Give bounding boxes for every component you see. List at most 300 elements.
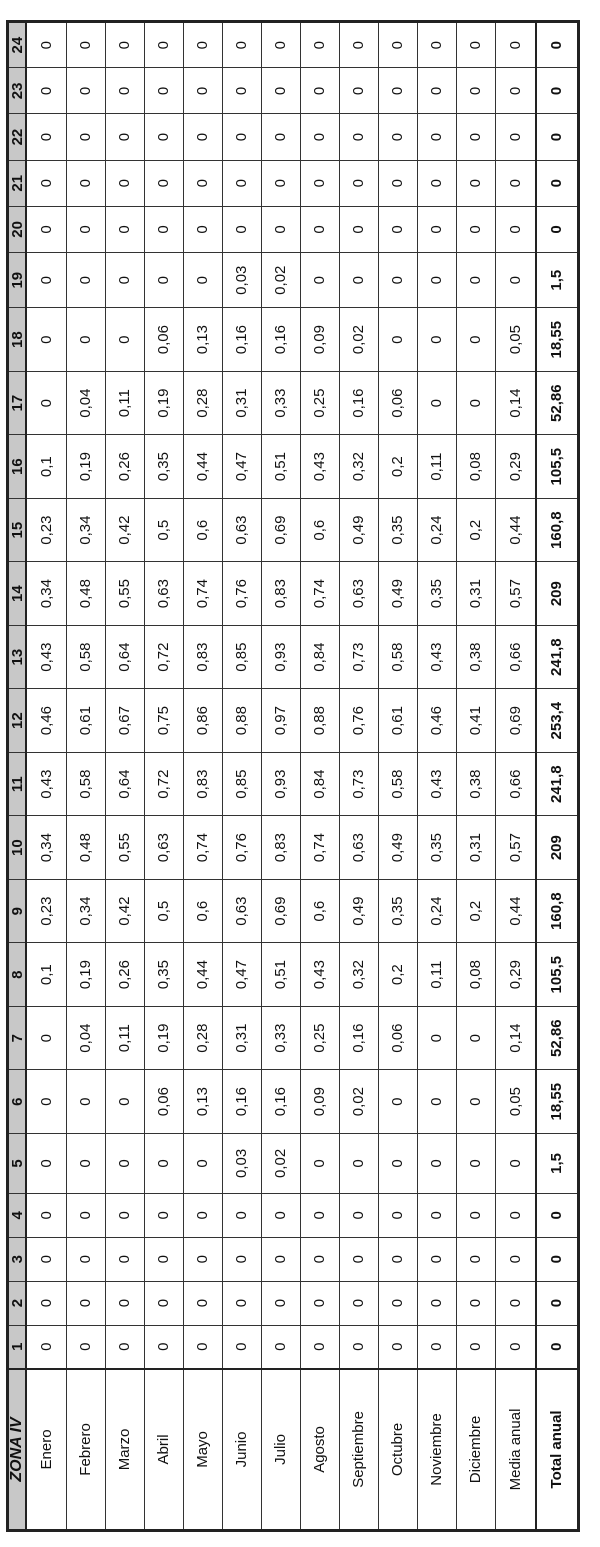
value-cell: 0,35 bbox=[417, 562, 456, 626]
value-cell: 0 bbox=[222, 1193, 261, 1237]
value-cell: 0 bbox=[105, 114, 144, 160]
value-cell: 0,74 bbox=[300, 562, 339, 626]
value-cell: 0 bbox=[417, 253, 456, 308]
value-cell: 0 bbox=[261, 1281, 300, 1325]
month-row bbox=[66, 22, 105, 1531]
value-cell: 0 bbox=[105, 160, 144, 206]
value-cell: 0,02 bbox=[339, 1070, 378, 1134]
value-cell: 0,06 bbox=[144, 308, 183, 372]
value-cell: 0,02 bbox=[261, 253, 300, 308]
hour-header: 5 bbox=[8, 1133, 27, 1193]
value-cell: 0 bbox=[300, 1281, 339, 1325]
row-label: Total anual bbox=[536, 1369, 579, 1531]
value-cell: 0,69 bbox=[261, 498, 300, 562]
month-row bbox=[144, 22, 183, 1531]
row-label: Diciembre bbox=[456, 1369, 495, 1531]
month-row bbox=[222, 22, 261, 1531]
value-cell: 0 bbox=[66, 206, 105, 252]
value-cell: 0 bbox=[66, 22, 105, 68]
value-cell: 0 bbox=[456, 206, 495, 252]
value-cell: 0,35 bbox=[144, 943, 183, 1007]
value-cell: 160,8 bbox=[536, 879, 579, 943]
value-cell: 0,97 bbox=[261, 689, 300, 753]
value-cell: 0 bbox=[183, 1281, 222, 1325]
value-cell: 0,05 bbox=[495, 1070, 535, 1134]
value-cell: 0,55 bbox=[105, 816, 144, 880]
value-cell: 0 bbox=[26, 1006, 66, 1070]
row-label: Septiembre bbox=[339, 1369, 378, 1531]
value-cell: 0,32 bbox=[339, 435, 378, 499]
value-cell: 0,43 bbox=[26, 625, 66, 689]
value-cell: 0 bbox=[66, 1325, 105, 1369]
value-cell: 0 bbox=[339, 160, 378, 206]
value-cell: 0 bbox=[26, 68, 66, 114]
value-cell: 0 bbox=[105, 1237, 144, 1281]
value-cell: 0,23 bbox=[26, 498, 66, 562]
month-row bbox=[300, 22, 339, 1531]
value-cell: 0 bbox=[261, 114, 300, 160]
hour-header: 16 bbox=[8, 435, 27, 499]
value-cell: 0 bbox=[456, 1237, 495, 1281]
row-label: Febrero bbox=[66, 1369, 105, 1531]
value-cell: 0 bbox=[144, 1133, 183, 1193]
value-cell: 0,06 bbox=[378, 371, 417, 435]
value-cell: 0 bbox=[300, 253, 339, 308]
value-cell: 0 bbox=[536, 1281, 579, 1325]
value-cell: 0 bbox=[495, 1193, 535, 1237]
value-cell: 0,49 bbox=[378, 562, 417, 626]
value-cell: 0 bbox=[300, 68, 339, 114]
hour-header: 1 bbox=[8, 1325, 27, 1369]
month-row bbox=[105, 22, 144, 1531]
value-cell: 0 bbox=[261, 68, 300, 114]
hour-header: 3 bbox=[8, 1237, 27, 1281]
value-cell: 0 bbox=[456, 1133, 495, 1193]
value-cell: 0,08 bbox=[456, 435, 495, 499]
value-cell: 0,34 bbox=[26, 562, 66, 626]
value-cell: 0,26 bbox=[105, 943, 144, 1007]
value-cell: 241,8 bbox=[536, 752, 579, 816]
value-cell: 0,28 bbox=[183, 371, 222, 435]
value-cell: 0,34 bbox=[26, 816, 66, 880]
value-cell: 0,73 bbox=[339, 625, 378, 689]
value-cell: 0,63 bbox=[144, 816, 183, 880]
value-cell: 0 bbox=[417, 1070, 456, 1134]
value-cell: 0,02 bbox=[339, 308, 378, 372]
value-cell: 0,35 bbox=[144, 435, 183, 499]
value-cell: 0 bbox=[26, 160, 66, 206]
value-cell: 0,31 bbox=[222, 371, 261, 435]
value-cell: 0 bbox=[26, 1325, 66, 1369]
value-cell: 0 bbox=[456, 114, 495, 160]
value-cell: 0 bbox=[536, 68, 579, 114]
value-cell: 0,41 bbox=[456, 689, 495, 753]
value-cell: 0,84 bbox=[300, 625, 339, 689]
value-cell: 0,88 bbox=[300, 689, 339, 753]
value-cell: 0,61 bbox=[378, 689, 417, 753]
value-cell: 0,47 bbox=[222, 435, 261, 499]
value-cell: 0,2 bbox=[456, 498, 495, 562]
value-cell: 0,1 bbox=[26, 435, 66, 499]
value-cell: 0 bbox=[105, 253, 144, 308]
value-cell: 0,75 bbox=[144, 689, 183, 753]
hour-header: 22 bbox=[8, 114, 27, 160]
value-cell: 18,55 bbox=[536, 308, 579, 372]
value-cell: 0,85 bbox=[222, 752, 261, 816]
value-cell: 160,8 bbox=[536, 498, 579, 562]
hour-header: 19 bbox=[8, 253, 27, 308]
value-cell: 0,44 bbox=[183, 435, 222, 499]
value-cell: 0,35 bbox=[378, 498, 417, 562]
value-cell: 0 bbox=[417, 1281, 456, 1325]
value-cell: 105,5 bbox=[536, 943, 579, 1007]
value-cell: 0,43 bbox=[26, 752, 66, 816]
value-cell: 0,49 bbox=[339, 498, 378, 562]
value-cell: 0,16 bbox=[339, 1006, 378, 1070]
value-cell: 0 bbox=[378, 1281, 417, 1325]
value-cell: 0,19 bbox=[66, 435, 105, 499]
value-cell: 0 bbox=[339, 1325, 378, 1369]
value-cell: 0,58 bbox=[378, 625, 417, 689]
value-cell: 0 bbox=[26, 308, 66, 372]
value-cell: 0,46 bbox=[26, 689, 66, 753]
value-cell: 0 bbox=[183, 253, 222, 308]
value-cell: 0,63 bbox=[222, 498, 261, 562]
value-cell: 0,23 bbox=[26, 879, 66, 943]
value-cell: 0 bbox=[378, 1070, 417, 1134]
value-cell: 0,38 bbox=[456, 752, 495, 816]
value-cell: 1,5 bbox=[536, 1133, 579, 1193]
value-cell: 0 bbox=[105, 68, 144, 114]
value-cell: 0,25 bbox=[300, 371, 339, 435]
value-cell: 0 bbox=[222, 1325, 261, 1369]
value-cell: 0,25 bbox=[300, 1006, 339, 1070]
value-cell: 0 bbox=[144, 68, 183, 114]
value-cell: 0,09 bbox=[300, 1070, 339, 1134]
value-cell: 0,44 bbox=[495, 879, 535, 943]
value-cell: 0 bbox=[26, 253, 66, 308]
value-cell: 0,6 bbox=[300, 879, 339, 943]
value-cell: 0 bbox=[183, 206, 222, 252]
value-cell: 0 bbox=[495, 206, 535, 252]
value-cell: 0,16 bbox=[261, 308, 300, 372]
value-cell: 0 bbox=[417, 1006, 456, 1070]
value-cell: 0 bbox=[495, 1281, 535, 1325]
value-cell: 0 bbox=[417, 1325, 456, 1369]
value-cell: 0 bbox=[536, 1237, 579, 1281]
value-cell: 0 bbox=[26, 206, 66, 252]
hour-header: 11 bbox=[8, 752, 27, 816]
value-cell: 0,11 bbox=[417, 435, 456, 499]
value-cell: 0,43 bbox=[417, 752, 456, 816]
value-cell: 0,42 bbox=[105, 879, 144, 943]
value-cell: 0 bbox=[417, 114, 456, 160]
value-cell: 0 bbox=[495, 253, 535, 308]
value-cell: 0 bbox=[144, 160, 183, 206]
value-cell: 0 bbox=[495, 22, 535, 68]
value-cell: 0,16 bbox=[339, 371, 378, 435]
value-cell: 52,86 bbox=[536, 371, 579, 435]
value-cell: 0,31 bbox=[456, 562, 495, 626]
hour-header: 20 bbox=[8, 206, 27, 252]
value-cell: 105,5 bbox=[536, 435, 579, 499]
value-cell: 253,4 bbox=[536, 689, 579, 753]
value-cell: 0,63 bbox=[339, 816, 378, 880]
value-cell: 0 bbox=[456, 308, 495, 372]
value-cell: 0,66 bbox=[495, 752, 535, 816]
value-cell: 0 bbox=[183, 114, 222, 160]
value-cell: 0 bbox=[105, 308, 144, 372]
value-cell: 0,13 bbox=[183, 1070, 222, 1134]
value-cell: 0 bbox=[456, 160, 495, 206]
value-cell: 0 bbox=[183, 1133, 222, 1193]
value-cell: 0 bbox=[144, 22, 183, 68]
value-cell: 0,67 bbox=[105, 689, 144, 753]
value-cell: 0 bbox=[456, 1281, 495, 1325]
value-cell: 0 bbox=[300, 206, 339, 252]
value-cell: 0 bbox=[456, 1193, 495, 1237]
value-cell: 0 bbox=[536, 1325, 579, 1369]
value-cell: 0,84 bbox=[300, 752, 339, 816]
hour-header: 14 bbox=[8, 562, 27, 626]
value-cell: 0,85 bbox=[222, 625, 261, 689]
value-cell: 0,33 bbox=[261, 371, 300, 435]
value-cell: 0,72 bbox=[144, 752, 183, 816]
value-cell: 0,09 bbox=[300, 308, 339, 372]
value-cell: 0 bbox=[105, 206, 144, 252]
hour-header: 4 bbox=[8, 1193, 27, 1237]
value-cell: 0,48 bbox=[66, 816, 105, 880]
value-cell: 0,83 bbox=[261, 816, 300, 880]
value-cell: 0 bbox=[222, 1237, 261, 1281]
value-cell: 0,6 bbox=[183, 498, 222, 562]
value-cell: 0,6 bbox=[300, 498, 339, 562]
value-cell: 0 bbox=[26, 1237, 66, 1281]
value-cell: 0,74 bbox=[183, 562, 222, 626]
value-cell: 52,86 bbox=[536, 1006, 579, 1070]
value-cell: 0 bbox=[261, 160, 300, 206]
value-cell: 0,03 bbox=[222, 1133, 261, 1193]
value-cell: 0 bbox=[105, 1133, 144, 1193]
value-cell: 0 bbox=[222, 1281, 261, 1325]
value-cell: 0 bbox=[183, 1325, 222, 1369]
value-cell: 0,49 bbox=[378, 816, 417, 880]
value-cell: 0,76 bbox=[222, 816, 261, 880]
value-cell: 0,14 bbox=[495, 1006, 535, 1070]
value-cell: 0 bbox=[144, 1325, 183, 1369]
month-row bbox=[456, 22, 495, 1531]
row-label: Junio bbox=[222, 1369, 261, 1531]
value-cell: 0,28 bbox=[183, 1006, 222, 1070]
value-cell: 0,76 bbox=[222, 562, 261, 626]
value-cell: 0 bbox=[417, 22, 456, 68]
value-cell: 0,29 bbox=[495, 943, 535, 1007]
value-cell: 0 bbox=[26, 22, 66, 68]
value-cell: 241,8 bbox=[536, 625, 579, 689]
value-cell: 0 bbox=[536, 22, 579, 68]
row-label: Media anual bbox=[495, 1369, 535, 1531]
value-cell: 0 bbox=[66, 1133, 105, 1193]
month-row bbox=[339, 22, 378, 1531]
value-cell: 0 bbox=[339, 253, 378, 308]
value-cell: 0,58 bbox=[66, 752, 105, 816]
value-cell: 0,43 bbox=[300, 435, 339, 499]
row-label: Marzo bbox=[105, 1369, 144, 1531]
value-cell: 0,19 bbox=[144, 371, 183, 435]
value-cell: 0 bbox=[339, 114, 378, 160]
value-cell: 0,63 bbox=[222, 879, 261, 943]
value-cell: 0 bbox=[339, 22, 378, 68]
hour-header: 12 bbox=[8, 689, 27, 753]
value-cell: 0 bbox=[66, 160, 105, 206]
value-cell: 0 bbox=[144, 114, 183, 160]
value-cell: 0,31 bbox=[222, 1006, 261, 1070]
value-cell: 0 bbox=[536, 1193, 579, 1237]
hour-header: 17 bbox=[8, 371, 27, 435]
value-cell: 0,74 bbox=[183, 816, 222, 880]
hour-header: 23 bbox=[8, 68, 27, 114]
value-cell: 0 bbox=[378, 1193, 417, 1237]
value-cell: 0 bbox=[261, 206, 300, 252]
value-cell: 0,86 bbox=[183, 689, 222, 753]
value-cell: 18,55 bbox=[536, 1070, 579, 1134]
value-cell: 0 bbox=[417, 206, 456, 252]
value-cell: 0 bbox=[66, 68, 105, 114]
value-cell: 0 bbox=[26, 1070, 66, 1134]
value-cell: 0,34 bbox=[66, 498, 105, 562]
value-cell: 0 bbox=[417, 1193, 456, 1237]
value-cell: 0 bbox=[144, 206, 183, 252]
value-cell: 0 bbox=[495, 114, 535, 160]
value-cell: 0,42 bbox=[105, 498, 144, 562]
value-cell: 0,14 bbox=[495, 371, 535, 435]
value-cell: 0,29 bbox=[495, 435, 535, 499]
value-cell: 0 bbox=[536, 206, 579, 252]
value-cell: 0 bbox=[26, 1193, 66, 1237]
value-cell: 0 bbox=[378, 1237, 417, 1281]
value-cell: 0 bbox=[417, 308, 456, 372]
month-row bbox=[183, 22, 222, 1531]
hour-header: 10 bbox=[8, 816, 27, 880]
hour-header: 6 bbox=[8, 1070, 27, 1134]
value-cell: 0,83 bbox=[261, 562, 300, 626]
value-cell: 0 bbox=[261, 1237, 300, 1281]
value-cell: 0 bbox=[300, 1325, 339, 1369]
value-cell: 0 bbox=[183, 68, 222, 114]
value-cell: 0 bbox=[66, 308, 105, 372]
value-cell: 0 bbox=[183, 1237, 222, 1281]
value-cell: 0 bbox=[495, 1237, 535, 1281]
value-cell: 0,47 bbox=[222, 943, 261, 1007]
value-cell: 0,72 bbox=[144, 625, 183, 689]
row-label: Noviembre bbox=[417, 1369, 456, 1531]
value-cell: 0,74 bbox=[300, 816, 339, 880]
value-cell: 0 bbox=[456, 1070, 495, 1134]
table-corner-title: ZONA IV bbox=[8, 1369, 27, 1531]
value-cell: 0 bbox=[378, 22, 417, 68]
value-cell: 0 bbox=[144, 253, 183, 308]
total-row bbox=[536, 22, 579, 1531]
value-cell: 0 bbox=[261, 1325, 300, 1369]
value-cell: 0,35 bbox=[417, 816, 456, 880]
value-cell: 0,55 bbox=[105, 562, 144, 626]
value-cell: 0 bbox=[261, 1193, 300, 1237]
value-cell: 0 bbox=[417, 160, 456, 206]
value-cell: 0 bbox=[339, 206, 378, 252]
value-cell: 0,61 bbox=[66, 689, 105, 753]
value-cell: 0,44 bbox=[495, 498, 535, 562]
value-cell: 0 bbox=[339, 1281, 378, 1325]
value-cell: 0 bbox=[456, 371, 495, 435]
value-cell: 0 bbox=[536, 160, 579, 206]
month-row bbox=[261, 22, 300, 1531]
value-cell: 0 bbox=[456, 1325, 495, 1369]
value-cell: 0,46 bbox=[417, 689, 456, 753]
row-label: Octubre bbox=[378, 1369, 417, 1531]
row-label: Julio bbox=[261, 1369, 300, 1531]
value-cell: 0,69 bbox=[261, 879, 300, 943]
value-cell: 0,34 bbox=[66, 879, 105, 943]
value-cell: 0 bbox=[66, 1193, 105, 1237]
value-cell: 0,5 bbox=[144, 498, 183, 562]
value-cell: 0 bbox=[300, 1133, 339, 1193]
value-cell: 0,33 bbox=[261, 1006, 300, 1070]
header-row bbox=[8, 22, 27, 1531]
value-cell: 0 bbox=[495, 160, 535, 206]
value-cell: 0 bbox=[417, 1237, 456, 1281]
value-cell: 0 bbox=[26, 371, 66, 435]
value-cell: 0 bbox=[144, 1237, 183, 1281]
value-cell: 0 bbox=[105, 1070, 144, 1134]
value-cell: 0 bbox=[105, 22, 144, 68]
value-cell: 0 bbox=[300, 22, 339, 68]
value-cell: 0 bbox=[417, 68, 456, 114]
month-row bbox=[495, 22, 535, 1531]
value-cell: 0,63 bbox=[339, 562, 378, 626]
value-cell: 0 bbox=[536, 114, 579, 160]
value-cell: 0,43 bbox=[300, 943, 339, 1007]
value-cell: 0 bbox=[378, 1133, 417, 1193]
value-cell: 0 bbox=[222, 206, 261, 252]
irradiance-table bbox=[6, 20, 580, 1532]
month-row bbox=[26, 22, 66, 1531]
month-row bbox=[378, 22, 417, 1531]
value-cell: 0 bbox=[26, 1133, 66, 1193]
value-cell: 209 bbox=[536, 816, 579, 880]
value-cell: 0,19 bbox=[66, 943, 105, 1007]
value-cell: 0 bbox=[66, 1281, 105, 1325]
value-cell: 0,1 bbox=[26, 943, 66, 1007]
value-cell: 0 bbox=[222, 160, 261, 206]
value-cell: 0,16 bbox=[261, 1070, 300, 1134]
value-cell: 0 bbox=[144, 1193, 183, 1237]
value-cell: 0 bbox=[105, 1325, 144, 1369]
row-label: Agosto bbox=[300, 1369, 339, 1531]
value-cell: 0,93 bbox=[261, 752, 300, 816]
value-cell: 0,88 bbox=[222, 689, 261, 753]
value-cell: 0 bbox=[300, 114, 339, 160]
value-cell: 0,05 bbox=[495, 308, 535, 372]
hour-header: 8 bbox=[8, 943, 27, 1007]
hour-header: 7 bbox=[8, 1006, 27, 1070]
value-cell: 0,04 bbox=[66, 1006, 105, 1070]
value-cell: 0 bbox=[378, 68, 417, 114]
value-cell: 0,06 bbox=[144, 1070, 183, 1134]
value-cell: 0 bbox=[183, 160, 222, 206]
value-cell: 0,11 bbox=[105, 371, 144, 435]
value-cell: 0,51 bbox=[261, 435, 300, 499]
hour-header: 9 bbox=[8, 879, 27, 943]
